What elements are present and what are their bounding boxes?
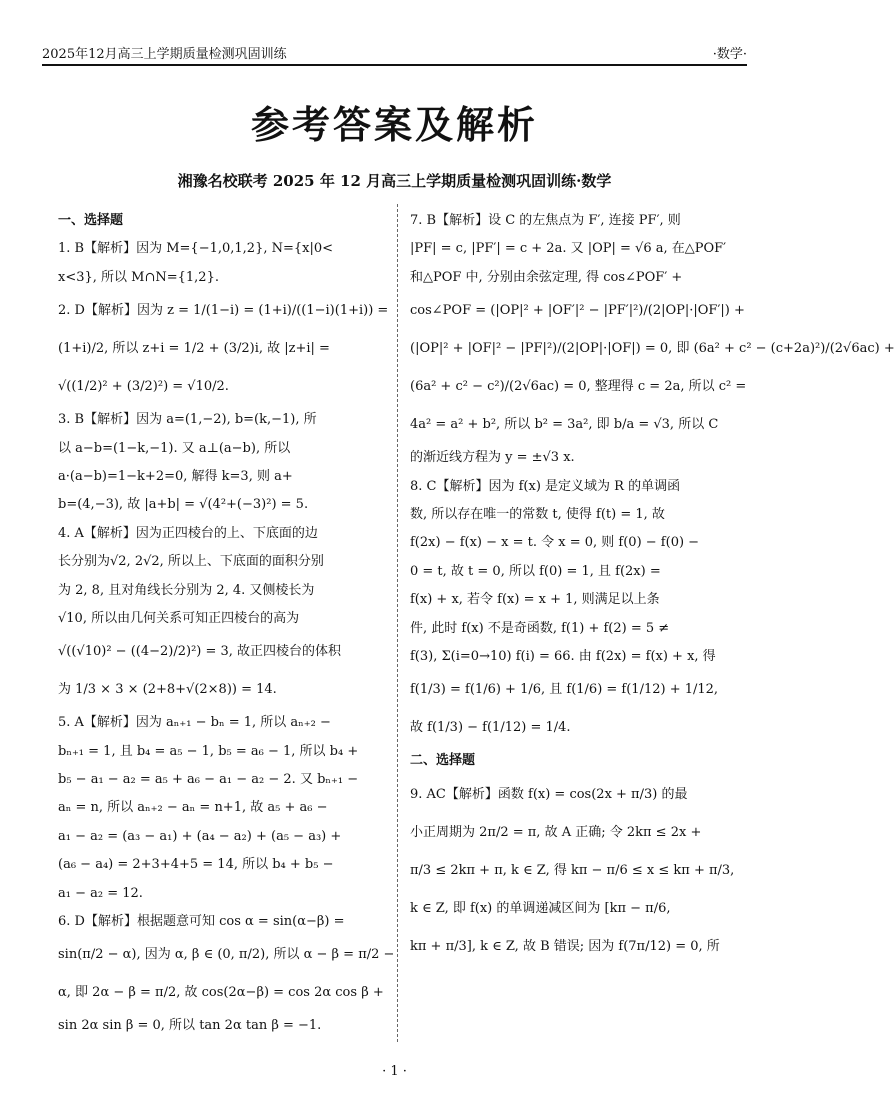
answer-line: kπ + π/3], k ∈ Z, 故 B 错误; 因为 f(7π/12) = 0, 所 — [410, 938, 720, 954]
answer-line: π/3 ≤ 2kπ + π, k ∈ Z, 得 kπ − π/6 ≤ x ≤ kπ + π/3, — [410, 862, 735, 878]
answer-line: 7. B【解析】设 C 的左焦点为 F′, 连接 PF′, 则 — [410, 213, 681, 228]
answer-line: (|OP|² + |OF|² − |PF|²)/(2|OP|·|OF|) = 0, 即 (6a² + c² − (c+2a)²)/(2√6ac) + — [410, 341, 895, 357]
answer-line: sin 2α sin β = 0, 所以 tan 2α tan β = −1. — [58, 1018, 322, 1034]
answer-line: k ∈ Z, 即 f(x) 的单调递减区间为 [kπ − π/6, — [410, 900, 671, 916]
answer-line: 为 1/3 × 3 × (2+8+√(2×8)) = 14. — [58, 682, 277, 698]
running-header — [42, 40, 747, 62]
answer-line: 2. D【解析】因为 z = 1/(1−i) = (1+i)/((1−i)(1+i)) = — [58, 303, 389, 319]
answer-line: 1. B【解析】因为 M={−1,0,1,2}, N={x|0< — [58, 241, 334, 257]
answer-line: 6. D【解析】根据题意可知 cos α = sin(α−β) = — [58, 914, 345, 930]
answer-line: f(x) + x, 若令 f(x) = x + 1, 则满足以上条 — [410, 592, 660, 608]
answer-line: 5. A【解析】因为 aₙ₊₁ − bₙ = 1, 所以 aₙ₊₂ − — [58, 715, 331, 731]
answer-line: a₁ − a₂ = 12. — [58, 885, 143, 901]
answer-line: 故 f(1/3) − f(1/12) = 1/4. — [410, 720, 571, 736]
answer-line: |PF| = c, |PF′| = c + 2a. 又 |OP| = √6 a, 在△POF′ — [410, 241, 727, 257]
left-column — [58, 207, 395, 1041]
answer-line: √10, 所以由几何关系可知正四棱台的高为 — [58, 610, 300, 626]
page-number: · 1 · — [382, 1064, 407, 1079]
answer-line: √((1/2)² + (3/2)²) = √10/2. — [58, 379, 229, 395]
answer-line: 小正周期为 2π/2 = π, 故 A 正确; 令 2kπ ≤ 2x + — [410, 824, 702, 840]
answer-line: α, 即 2α − β = π/2, 故 cos(2α−β) = cos 2α cos β + — [58, 985, 384, 1001]
section-heading: 二、选择题 — [410, 753, 476, 769]
answer-line: 为 2, 8, 且对角线长分别为 2, 4. 又侧棱长为 — [58, 582, 315, 598]
answer-line: 和△POF 中, 分别由余弦定理, 得 cos∠POF′ + — [410, 269, 683, 285]
page-title: 参考答案及解析 — [250, 103, 538, 147]
answer-line: 的渐近线方程为 y = ±√3 x. — [410, 450, 575, 466]
answer-line: (6a² + c² − c²)/(2√6ac) = 0, 整理得 c = 2a, 所以 c² = — [410, 379, 747, 395]
answer-line: 数, 所以存在唯一的常数 t, 使得 f(t) = 1, 故 — [410, 506, 665, 522]
answer-line: f(2x) − f(x) − x = t. 令 x = 0, 则 f(0) − f(0) − — [410, 535, 700, 551]
right-column — [410, 207, 895, 966]
answer-line: a₁ − a₂ = (a₃ − a₁) + (a₄ − a₂) + (a₅ − a₃) + — [58, 828, 342, 844]
answer-line: 9. AC【解析】函数 f(x) = cos(2x + π/3) 的最 — [410, 786, 688, 802]
answer-line: 8. C【解析】因为 f(x) 是定义域为 R 的单调函 — [410, 478, 681, 494]
header-rule — [42, 64, 747, 66]
column-divider — [397, 204, 398, 1042]
section-heading: 一、选择题 — [58, 213, 124, 228]
answer-line: x<3}, 所以 M∩N={1,2}. — [58, 269, 219, 285]
answer-line: 4a² = a² + b², 所以 b² = 3a², 即 b/a = √3, 所以 C — [410, 417, 719, 433]
answer-line: √((√10)² − ((4−2)/2)²) = 3, 故正四棱台的体积 — [58, 644, 342, 660]
header-subject: ·数学· — [712, 47, 747, 62]
answer-line: (1+i)/2, 所以 z+i = 1/2 + (3/2)i, 故 |z+i| = — [58, 341, 330, 357]
answer-line: 以 a−b=(1−k,−1). 又 a⊥(a−b), 所以 — [58, 440, 291, 456]
answer-line: f(1/3) = f(1/6) + 1/6, 且 f(1/6) = f(1/12) + 1/12, — [410, 682, 719, 698]
answer-line: aₙ = n, 所以 aₙ₊₂ − aₙ = n+1, 故 a₅ + a₆ − — [58, 800, 328, 816]
answer-line: sin(π/2 − α), 因为 α, β ∈ (0, π/2), 所以 α − β = π/2 − — [58, 947, 395, 963]
header-exam-title: 2025年12月高三上学期质量检测巩固训练 — [42, 47, 287, 62]
answer-line: 4. A【解析】因为正四棱台的上、下底面的边 — [58, 525, 318, 541]
answer-line: a·(a−b)=1−k+2=0, 解得 k=3, 则 a+ — [58, 468, 293, 484]
answer-line: bₙ₊₁ = 1, 且 b₄ = a₅ − 1, b₅ = a₆ − 1, 所以 b₄ + — [58, 743, 359, 759]
page-subtitle: 湘豫名校联考 2025 年 12 月高三上学期质量检测巩固训练·数学 — [177, 172, 612, 190]
answer-line: 件, 此时 f(x) 不是奇函数, f(1) + f(2) = 5 ≠ — [410, 620, 670, 636]
answer-line: f(3), Σ(i=0→10) f(i) = 66. 由 f(2x) = f(x) + x, 得 — [410, 648, 716, 664]
answer-line: b₅ − a₁ − a₂ = a₅ + a₆ − a₁ − a₂ − 2. 又 bₙ₊₁ − — [58, 772, 359, 788]
answer-line: cos∠POF = (|OP|² + |OF′|² − |PF′|²)/(2|OP|·|OF′|) + — [410, 303, 745, 319]
answer-line: 0 = t, 故 t = 0, 所以 f(0) = 1, 且 f(2x) = — [410, 563, 661, 579]
answer-line: 3. B【解析】因为 a=(1,−2), b=(k,−1), 所 — [58, 412, 317, 428]
answer-line: 长分别为√2, 2√2, 所以上、下底面的面积分别 — [58, 554, 324, 570]
answer-line: b=(4,−3), 故 |a+b| = √(4²+(−3)²) = 5. — [58, 497, 309, 513]
answer-line: (a₆ − a₄) = 2+3+4+5 = 14, 所以 b₄ + b₅ − — [58, 857, 334, 873]
